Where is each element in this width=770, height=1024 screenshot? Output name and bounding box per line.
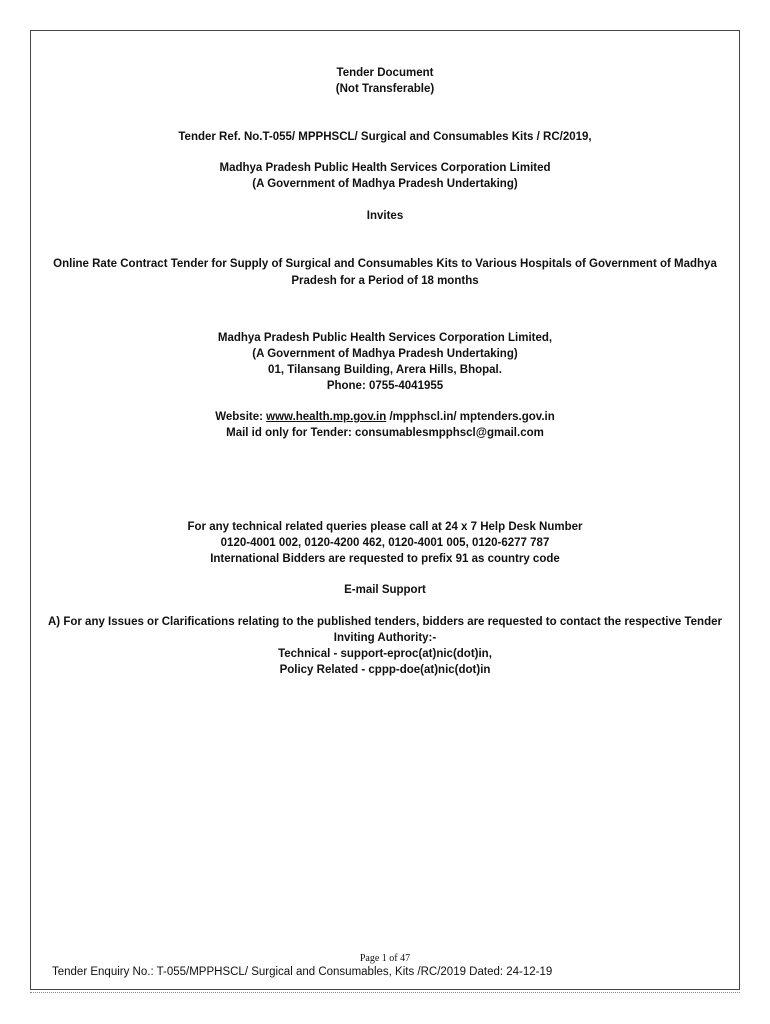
helpdesk-numbers: 0120-4001 002, 0120-4200 462, 0120-4001 005, 0120-6277 787 bbox=[220, 537, 550, 549]
document-subtitle: (Not Transferable) bbox=[335, 83, 435, 95]
website-label: Website: bbox=[215, 411, 263, 423]
tender-description-line1: Online Rate Contract Tender for Supply of Surgical and Consumables Kits to Various Hospitals of Government of Madhya bbox=[53, 258, 717, 270]
document-title: Tender Document bbox=[336, 67, 434, 79]
tender-reference: Tender Ref. No.T-055/ MPPHSCL/ Surgical and Consumables Kits / RC/2019, bbox=[178, 131, 592, 143]
contact-mail: Mail id only for Tender: consumablesmpphscl@gmail.com bbox=[226, 427, 544, 439]
issuer-undertaking: (A Government of Madhya Pradesh Undertaking) bbox=[252, 178, 518, 190]
helpdesk-line1: For any technical related queries please call at 24 x 7 Help Desk Number bbox=[187, 521, 583, 533]
helpdesk-international: International Bidders are requested to prefix 91 as country code bbox=[210, 553, 560, 565]
website-link[interactable]: www.health.mp.gov.in bbox=[266, 411, 387, 423]
email-support-technical: Technical - support-eproc(at)nic(dot)in, bbox=[278, 648, 492, 660]
email-support-title: E-mail Support bbox=[344, 584, 426, 596]
contact-name: Madhya Pradesh Public Health Services Corporation Limited, bbox=[217, 332, 553, 344]
footer-divider bbox=[30, 992, 740, 993]
tender-description-line2: Pradesh for a Period of 18 months bbox=[291, 275, 479, 287]
contact-address: 01, Tilansang Building, Arera Hills, Bhopal. bbox=[268, 364, 502, 376]
invites-label: Invites bbox=[366, 210, 404, 222]
email-support-policy: Policy Related - cppp-doe(at)nic(dot)in bbox=[279, 664, 491, 676]
footer-enquiry: Tender Enquiry No.: T-055/MPPHSCL/ Surgical and Consumables, Kits /RC/2019 Dated: 24-12-19 bbox=[52, 966, 553, 978]
email-support-line2: Inviting Authority:- bbox=[333, 632, 437, 644]
page-number: Page 1 of 47 bbox=[359, 953, 411, 964]
email-support-line1: A) For any Issues or Clarifications relating to the published tenders, bidders are requested to contact the respective Tender bbox=[48, 616, 722, 628]
contact-phone: Phone: 0755-4041955 bbox=[326, 380, 444, 392]
website-rest: /mpphscl.in/ mptenders.gov.in bbox=[389, 411, 555, 423]
contact-undertaking: (A Government of Madhya Pradesh Undertaking) bbox=[252, 348, 518, 360]
contact-website bbox=[0, 409, 770, 425]
issuer-name: Madhya Pradesh Public Health Services Corporation Limited bbox=[219, 162, 551, 174]
